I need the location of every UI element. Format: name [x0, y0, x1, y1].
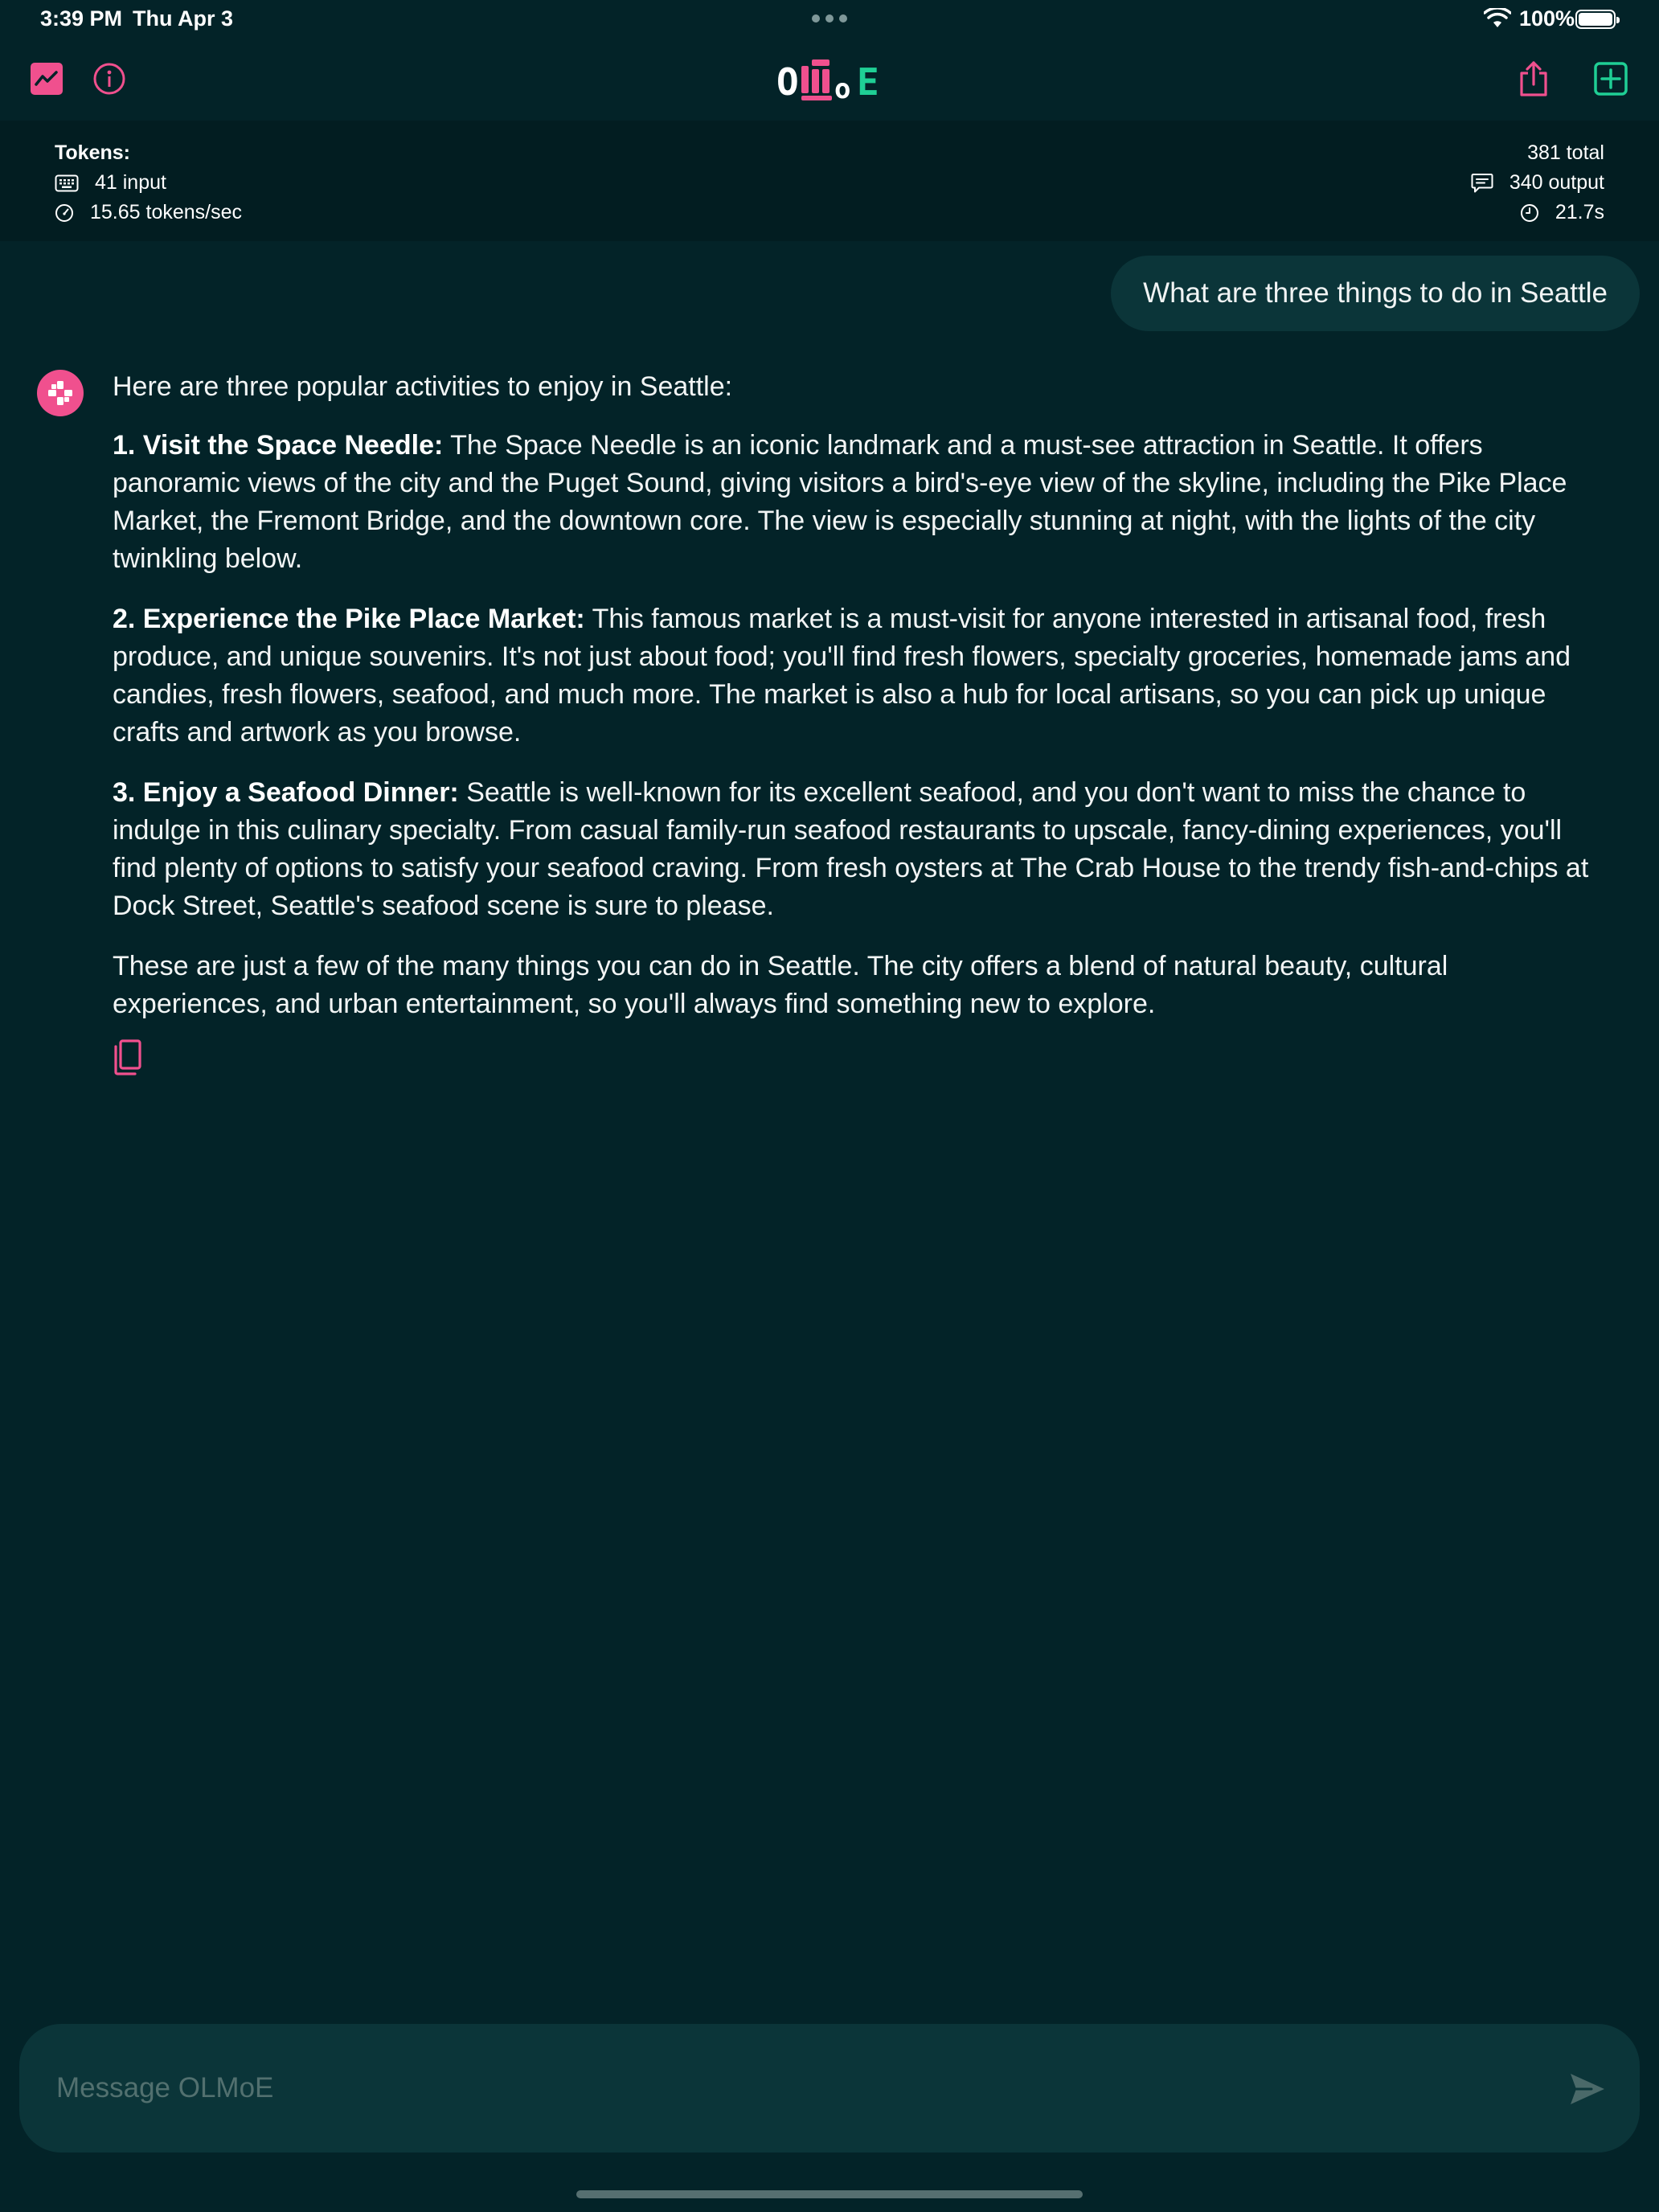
- info-button[interactable]: [85, 55, 133, 103]
- list-item: [113, 427, 1608, 578]
- new-chat-button[interactable]: [1587, 55, 1635, 103]
- keyboard-icon: [55, 174, 79, 192]
- token-stats-panel: [0, 121, 1659, 241]
- battery-icon: [1575, 10, 1616, 29]
- assistant-intro: Here are three popular activities to enjoy in Seattle:: [113, 371, 733, 402]
- list-item-body: The Space Needle is an iconic landmark and a must-see attraction in Seattle. It offers panoramic views of the city and the Puget Sound, giving visitors a bird's-eye view of the skyline, including the Pike Place Market, the Fremont Bridge, and the downtown core. The view is especially stunning at night, with the lights of the city twinkling below.: [113, 430, 1567, 574]
- status-date: Thu Apr 3: [133, 6, 233, 31]
- info-icon: [92, 62, 126, 96]
- tokens-title: Tokens:: [55, 141, 130, 164]
- assistant-outro: These are just a few of the many things you can do in Seattle. The city offers a blend of natural beauty, cultural experiences, and urban entertainment, so you'll always find something new to explore.: [113, 951, 1448, 1019]
- list-item-body: This famous market is a must-visit for anyone interested in artisanal food, fresh produce, and unique souvenirs. It's not just about food; you'll find fresh flowers, specialty groceries, homemade jams and candies, fresh flowers, seafood, and much more. The market is also a hub for local artisans, so you can pick up unique crafts and artwork as you browse.: [113, 604, 1571, 748]
- svg-text:o: o: [834, 73, 851, 103]
- list-item: [113, 774, 1608, 925]
- list-item: [113, 600, 1608, 752]
- assistant-avatar: [37, 370, 84, 416]
- share-icon: [1518, 60, 1550, 97]
- list-item-title: 2. Experience the Pike Place Market:: [113, 604, 585, 634]
- user-message-text: What are three things to do in Seattle: [1143, 277, 1608, 309]
- activity-chart-icon: [31, 63, 63, 95]
- wifi-icon: [1484, 8, 1511, 29]
- tokens-per-second: 15.65 tokens/sec: [90, 201, 243, 223]
- share-button[interactable]: [1509, 55, 1558, 103]
- home-indicator[interactable]: [576, 2190, 1083, 2198]
- copy-icon: [111, 1038, 143, 1075]
- message-icon: [1471, 173, 1493, 194]
- send-button[interactable]: [1567, 2069, 1608, 2109]
- message-input[interactable]: [56, 2024, 1551, 2153]
- total-tokens: 381 total: [1527, 141, 1604, 164]
- message-composer: [19, 2024, 1640, 2153]
- multitasking-dots-icon[interactable]: [812, 14, 847, 23]
- generation-time: 21.7s: [1555, 201, 1604, 223]
- output-token-count: 340 output: [1509, 171, 1604, 194]
- copy-button[interactable]: [111, 1038, 143, 1075]
- status-time: 3:39 PM: [40, 6, 123, 31]
- svg-text:E: E: [857, 60, 879, 103]
- send-icon: [1567, 2069, 1608, 2109]
- assistant-message: [113, 368, 1608, 1046]
- list-item-title: 3. Enjoy a Seafood Dinner:: [113, 777, 459, 808]
- battery-percentage: 100%: [1519, 6, 1575, 31]
- status-bar: [0, 0, 1659, 39]
- svg-text:O: O: [776, 60, 799, 103]
- input-token-count: 41 input: [95, 171, 166, 194]
- clock-icon: [1520, 203, 1539, 223]
- activity-chart-button[interactable]: [23, 55, 71, 103]
- user-message-bubble: [1111, 256, 1640, 331]
- list-item-title: 1. Visit the Space Needle:: [113, 430, 444, 461]
- olmoe-logo: [776, 58, 883, 103]
- olmoe-avatar-icon: [47, 379, 74, 407]
- new-chat-icon: [1594, 62, 1628, 96]
- nav-bar: [0, 39, 1659, 119]
- speedometer-icon: [55, 203, 74, 223]
- list-item-body: Seattle is well-known for its excellent seafood, and you don't want to miss the chance to indulge in this culinary specialty. From casual family-run seafood restaurants to upscale, fancy-dining experiences, you'll find plenty of options to satisfy your seafood craving. From fresh oysters at The Crab House to the trendy fish-and-chips at Dock Street, Seattle's seafood scene is sure to please.: [113, 777, 1589, 921]
